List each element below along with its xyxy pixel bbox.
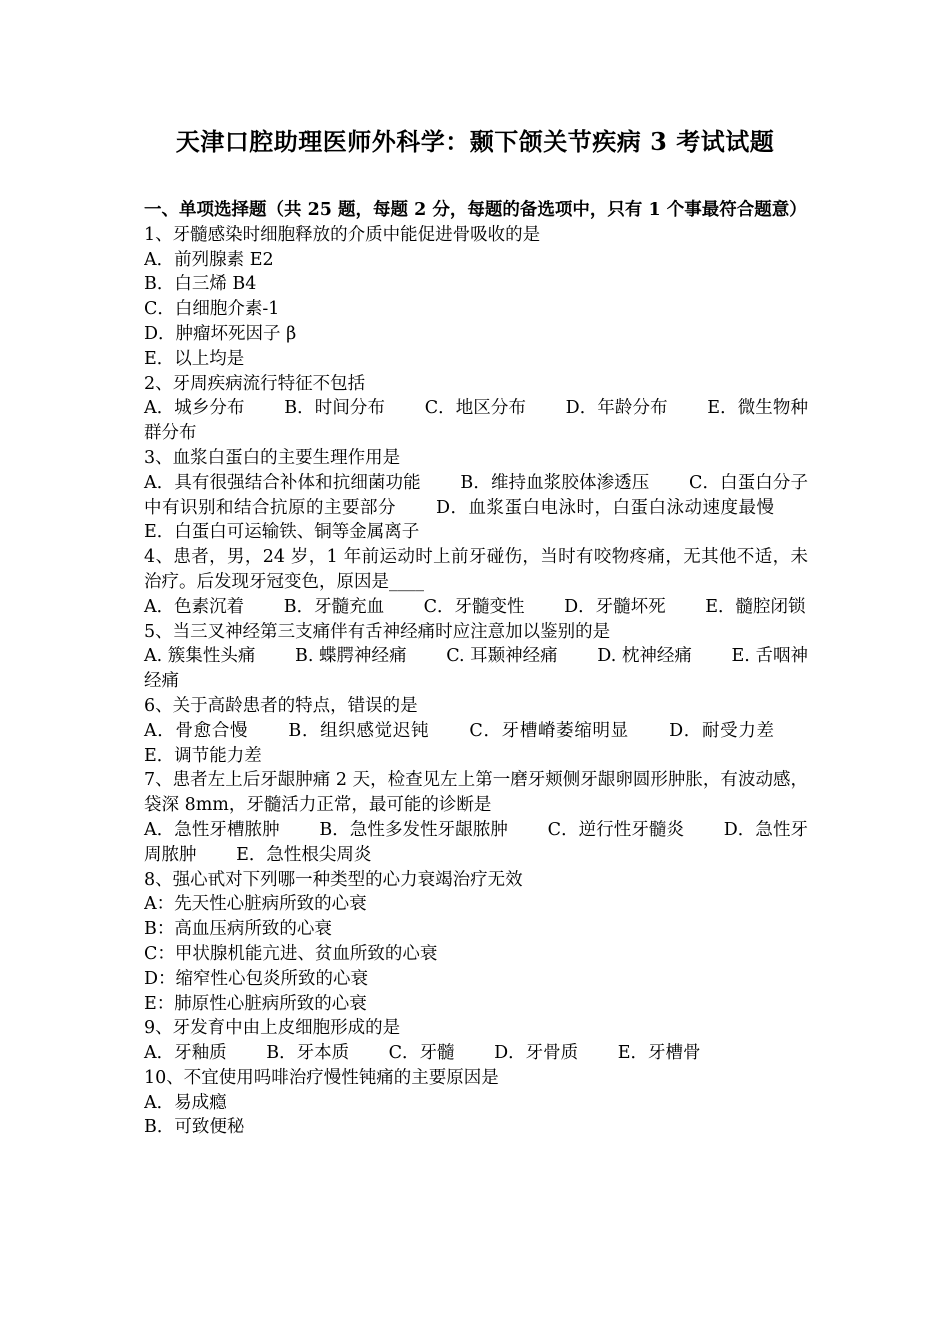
option-b: B．维持血浆胶体渗透压 — [460, 472, 650, 493]
question-stem: 3、血浆白蛋白的主要生理作用是 — [144, 447, 401, 468]
option-d: D．耐受力差 — [669, 720, 774, 741]
option-c: C．白蛋白分子中有识别和结合抗原的主要部分 — [144, 472, 808, 518]
options-inline — [144, 1041, 808, 1066]
option-a: A．骨愈合慢 — [144, 720, 249, 741]
question-6 — [144, 694, 808, 768]
question-4 — [144, 545, 808, 619]
options-inline — [144, 471, 808, 545]
option-c: C．牙髓变性 — [423, 596, 525, 617]
option-d: D．肿瘤坏死因子 β — [144, 323, 297, 344]
option-d: D．急性牙周脓肿 — [144, 819, 809, 865]
option-e: E．白蛋白可运输铁、铜等金属离子 — [144, 522, 420, 543]
question-9 — [144, 1016, 808, 1066]
option-d: D：缩窄性心包炎所致的心衰 — [144, 968, 369, 989]
question-stem: 8、强心甙对下列哪一种类型的心力衰竭治疗无效 — [144, 869, 523, 890]
question-stem: 2、牙周疾病流行特征不包括 — [144, 373, 366, 394]
question-8 — [144, 868, 808, 1017]
question-5 — [144, 620, 808, 694]
question-stem: 4、患者，男，24 岁，1 年前运动时上前牙碰伤，当时有咬物疼痛，无其他不适，未治疗。后发现牙冠变色，原因是____ — [144, 547, 808, 592]
option-b: B：高血压病所致的心衰 — [144, 919, 332, 940]
option-e: E．微生物种群分布 — [144, 398, 808, 444]
question-1 — [144, 223, 808, 372]
option-e: E．牙槽骨 — [617, 1043, 701, 1064]
options-inline — [144, 644, 808, 694]
option-e: E．髓腔闭锁 — [705, 596, 806, 617]
section-heading: 一、单项选择题（共 25 题，每题 2 分，每题的备选项中，只有 1 个事最符合题意） — [144, 200, 807, 220]
option-b: B．牙髓充血 — [283, 596, 385, 617]
option-d: D. 枕神经痛 — [597, 646, 692, 667]
option-e: E：肺原性心脏病所致的心衰 — [144, 993, 367, 1014]
option-b: B．急性多发性牙龈脓肿 — [319, 819, 508, 840]
option-a: A．易成瘾 — [144, 1092, 227, 1113]
option-b: B. 蝶腭神经痛 — [294, 646, 407, 667]
option-a: A．色素沉着 — [144, 596, 245, 617]
question-10 — [144, 1066, 808, 1140]
options-inline — [144, 396, 808, 446]
option-b: B．白三烯 B4 — [144, 274, 257, 295]
option-d: D．牙骨质 — [494, 1043, 579, 1064]
option-c: C．牙槽嵴萎缩明显 — [469, 720, 629, 741]
options-inline — [144, 719, 808, 769]
question-stem: 10、不宜使用吗啡治疗慢性钝痛的主要原因是 — [144, 1067, 499, 1088]
question-7 — [144, 768, 808, 867]
option-d: D．牙髓坏死 — [564, 596, 666, 617]
option-a: A．具有很强结合补体和抗细菌功能 — [144, 472, 421, 493]
question-stem: 9、牙发育中由上皮细胞形成的是 — [144, 1018, 401, 1039]
option-b: B．可致便秘 — [144, 1117, 245, 1138]
option-c: C. 耳颞神经痛 — [446, 646, 558, 667]
option-a: A．牙釉质 — [144, 1043, 227, 1064]
option-c: C．地区分布 — [424, 398, 527, 419]
option-e: E．调节能力差 — [144, 745, 262, 766]
question-3 — [144, 446, 808, 545]
page-title: 天津口腔助理医师外科学：颞下颌关节疾病 3 考试试题 — [175, 127, 775, 156]
option-c: C．牙髓 — [388, 1043, 455, 1064]
option-e: E. 舌咽神经痛 — [144, 646, 808, 692]
option-c: C．白细胞介素-1 — [144, 299, 280, 320]
option-a: A. 簇集性头痛 — [144, 646, 256, 667]
option-e: E．以上均是 — [144, 348, 245, 369]
options-inline — [144, 595, 808, 620]
option-a: A：先天性心脏病所致的心衰 — [144, 894, 367, 915]
option-b: B．牙本质 — [266, 1043, 350, 1064]
option-b: B．组织感觉迟钝 — [288, 720, 430, 741]
document-body — [144, 198, 808, 1140]
option-d: D．年龄分布 — [565, 398, 668, 419]
question-stem: 5、当三叉神经第三支痛伴有舌神经痛时应注意加以鉴别的是 — [144, 621, 611, 642]
option-c: C：甲状腺机能亢进、贫血所致的心衰 — [144, 943, 438, 964]
option-c: C．逆行性牙髓炎 — [547, 819, 685, 840]
question-2 — [144, 372, 808, 446]
option-b: B．时间分布 — [284, 398, 386, 419]
option-a: A．前列腺素 E2 — [144, 249, 274, 270]
option-a: A．城乡分布 — [144, 398, 245, 419]
question-stem: 7、患者左上后牙龈肿痛 2 天，检查见左上第一磨牙颊侧牙龈卵圆形肿胀，有波动感，袋深 8mm，牙髓活力正常，最可能的诊断是 — [144, 770, 808, 816]
option-d: D．血浆蛋白电泳时，白蛋白泳动速度最慢 — [436, 497, 774, 518]
option-e: E．急性根尖周炎 — [236, 844, 372, 865]
option-a: A．急性牙槽脓肿 — [144, 819, 280, 840]
question-stem: 1、牙髓感染时细胞释放的介质中能促进骨吸收的是 — [144, 224, 541, 245]
question-stem: 6、关于高龄患者的特点，错误的是 — [144, 695, 418, 716]
options-inline — [144, 818, 808, 868]
